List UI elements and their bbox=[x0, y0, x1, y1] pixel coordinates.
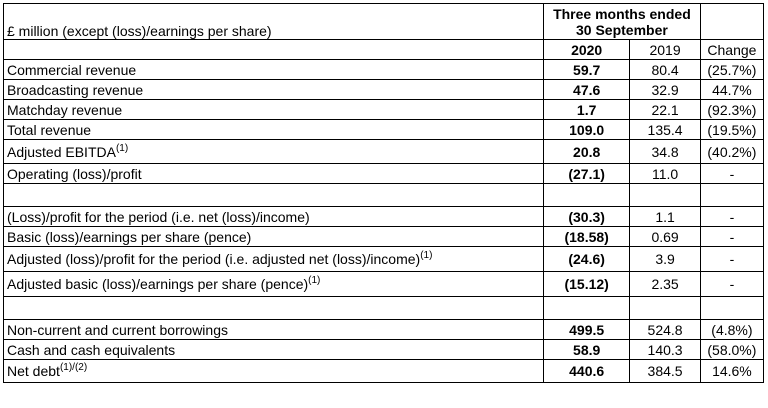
row-label bbox=[4, 207, 544, 227]
row-label bbox=[4, 100, 544, 120]
spacer-cell bbox=[4, 297, 544, 320]
footnote-ref: (1) bbox=[115, 142, 129, 154]
value-2019: 524.8 bbox=[630, 320, 701, 340]
table-row bbox=[4, 100, 764, 120]
row-label bbox=[4, 272, 544, 297]
section-spacer-1 bbox=[4, 184, 764, 207]
value-change: (19.5%) bbox=[700, 120, 763, 140]
header-row-period bbox=[4, 4, 764, 40]
value-change: - bbox=[700, 207, 763, 227]
financial-summary-table bbox=[3, 3, 764, 383]
section-spacer-2 bbox=[4, 297, 764, 320]
row-label-text: (Loss)/profit for the period (i.e. net (loss)/income) bbox=[7, 208, 310, 225]
value-change: (40.2%) bbox=[700, 140, 763, 164]
value-2020: 58.9 bbox=[544, 340, 630, 360]
value-2019: 135.4 bbox=[630, 120, 701, 140]
row-label bbox=[4, 164, 544, 184]
row-label bbox=[4, 360, 544, 383]
value-2019: 2.35 bbox=[630, 272, 701, 297]
table-row bbox=[4, 340, 764, 360]
row-label bbox=[4, 80, 544, 100]
header-period-line2: 30 September bbox=[576, 21, 668, 38]
spacer-cell bbox=[544, 184, 630, 207]
spacer-cell bbox=[700, 184, 763, 207]
value-2019: 3.9 bbox=[630, 247, 701, 272]
table-row bbox=[4, 80, 764, 100]
row-label-text: Adjusted basic (loss)/earnings per share (pence) bbox=[7, 276, 309, 292]
value-2020: 20.8 bbox=[544, 140, 630, 164]
value-2020: 47.6 bbox=[544, 80, 630, 100]
header-blank-cell bbox=[700, 4, 763, 40]
value-change: (58.0%) bbox=[700, 340, 763, 360]
value-change: (92.3%) bbox=[700, 100, 763, 120]
header-period-line1: Three months ended bbox=[553, 5, 691, 22]
value-change: 44.7% bbox=[700, 80, 763, 100]
value-2020: (24.6) bbox=[544, 247, 630, 272]
value-change: - bbox=[700, 227, 763, 247]
table-row bbox=[4, 247, 764, 272]
row-label bbox=[4, 60, 544, 80]
value-change: - bbox=[700, 164, 763, 184]
footnote-ref: (1) bbox=[420, 250, 433, 261]
spacer-cell bbox=[4, 184, 544, 207]
spacer-cell bbox=[544, 297, 630, 320]
footnote-ref: (1)/(2) bbox=[59, 362, 88, 373]
row-label-text: Adjusted EBITDA bbox=[7, 143, 116, 160]
row-label-text: Basic (loss)/earnings per share (pence) bbox=[7, 228, 252, 245]
table-row bbox=[4, 360, 764, 383]
value-2020: (27.1) bbox=[544, 164, 630, 184]
row-label-text: Adjusted (loss)/profit for the period (i.e. adjusted net (loss)/income) bbox=[7, 251, 421, 267]
header-years-blank bbox=[4, 40, 544, 60]
value-2020: 1.7 bbox=[544, 100, 630, 120]
row-label-text: Non-current and current borrowings bbox=[7, 321, 228, 338]
value-change: (4.8%) bbox=[700, 320, 763, 340]
header-col-current: 2020 bbox=[544, 40, 630, 60]
row-label-text: Net debt bbox=[7, 363, 60, 379]
value-2019: 140.3 bbox=[630, 340, 701, 360]
value-change: 14.6% bbox=[700, 360, 763, 383]
value-2020: 59.7 bbox=[544, 60, 630, 80]
row-label bbox=[4, 120, 544, 140]
header-label: £ million (except (loss)/earnings per share) bbox=[4, 4, 544, 40]
spacer-cell bbox=[630, 184, 701, 207]
value-2019: 11.0 bbox=[630, 164, 701, 184]
value-2020: 109.0 bbox=[544, 120, 630, 140]
row-label-text: Cash and cash equivalents bbox=[7, 341, 176, 358]
value-2019: 32.9 bbox=[630, 80, 701, 100]
header-period bbox=[544, 4, 701, 40]
value-2019: 1.1 bbox=[630, 207, 701, 227]
row-label bbox=[4, 340, 544, 360]
value-2020: (18.58) bbox=[544, 227, 630, 247]
table-row bbox=[4, 140, 764, 164]
table-row bbox=[4, 120, 764, 140]
value-2019: 80.4 bbox=[630, 60, 701, 80]
table-row bbox=[4, 60, 764, 80]
footnote-ref: (1) bbox=[308, 275, 321, 286]
row-label-text: Matchday revenue bbox=[7, 101, 123, 118]
value-2019: 384.5 bbox=[630, 360, 701, 383]
value-2020: (30.3) bbox=[544, 207, 630, 227]
row-label bbox=[4, 320, 544, 340]
value-change: - bbox=[700, 272, 763, 297]
value-2020: (15.12) bbox=[544, 272, 630, 297]
row-label-text: Broadcasting revenue bbox=[7, 81, 144, 98]
value-2020: 440.6 bbox=[544, 360, 630, 383]
value-2019: 22.1 bbox=[630, 100, 701, 120]
value-2019: 34.8 bbox=[630, 140, 701, 164]
row-label bbox=[4, 247, 544, 272]
row-label-text: Operating (loss)/profit bbox=[7, 165, 142, 182]
value-change: - bbox=[700, 247, 763, 272]
header-row-years bbox=[4, 40, 764, 60]
header-col-change: Change bbox=[700, 40, 763, 60]
value-2020: 499.5 bbox=[544, 320, 630, 340]
table-row bbox=[4, 320, 764, 340]
value-2019: 0.69 bbox=[630, 227, 701, 247]
value-change: (25.7%) bbox=[700, 60, 763, 80]
row-label bbox=[4, 140, 544, 164]
header-col-prior: 2019 bbox=[630, 40, 701, 60]
row-label-text: Commercial revenue bbox=[7, 61, 137, 78]
spacer-cell bbox=[700, 297, 763, 320]
table-row bbox=[4, 164, 764, 184]
table-row bbox=[4, 207, 764, 227]
row-label-text: Total revenue bbox=[7, 121, 92, 138]
table-row bbox=[4, 227, 764, 247]
spacer-cell bbox=[630, 297, 701, 320]
table-row bbox=[4, 272, 764, 297]
row-label bbox=[4, 227, 544, 247]
